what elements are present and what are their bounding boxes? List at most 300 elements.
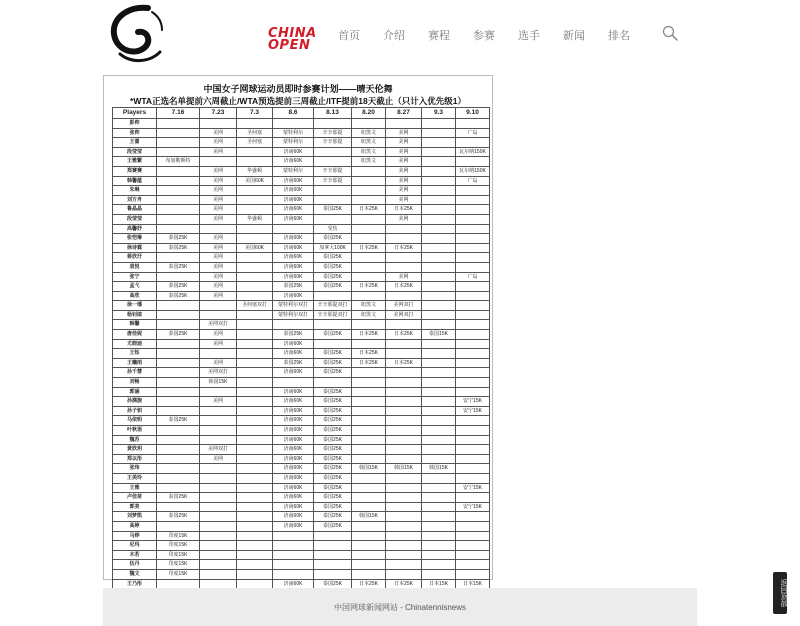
table-cell xyxy=(200,569,237,579)
player-name-cell: 鲁晶晶 xyxy=(113,205,157,215)
logo-line-2: OPEN xyxy=(268,38,311,53)
player-name-cell: 杨钊煊 xyxy=(113,310,157,320)
nav-item-news[interactable]: 新闻 xyxy=(563,30,585,42)
table-cell: 美网 xyxy=(386,272,422,282)
table-cell xyxy=(273,224,314,234)
table-cell xyxy=(422,493,456,503)
table-cell xyxy=(422,483,456,493)
table-cell: 日本15K xyxy=(422,579,456,589)
table-cell: 济南60K xyxy=(273,272,314,282)
table-cell: 美网 xyxy=(200,397,237,407)
table-cell xyxy=(422,147,456,157)
table-cell xyxy=(422,291,456,301)
table-cell xyxy=(273,119,314,129)
table-cell xyxy=(456,224,490,234)
column-header: 9.3 xyxy=(422,108,456,119)
table-cell xyxy=(352,531,386,541)
table-row xyxy=(113,195,490,205)
table-cell: 安宁15K xyxy=(456,397,490,407)
table-cell xyxy=(157,445,200,455)
table-cell: 韩国15K xyxy=(352,464,386,474)
table-cell xyxy=(157,464,200,474)
table-cell: 美网双打 xyxy=(386,310,422,320)
table-cell xyxy=(157,502,200,512)
table-cell xyxy=(314,569,352,579)
table-cell xyxy=(157,368,200,378)
table-row xyxy=(113,378,490,388)
table-cell xyxy=(157,473,200,483)
table-cell xyxy=(422,253,456,263)
table-cell xyxy=(157,406,200,416)
table-cell: 日本25K xyxy=(386,330,422,340)
table-cell xyxy=(352,253,386,263)
table-cell xyxy=(422,243,456,253)
table-cell xyxy=(352,320,386,330)
table-cell xyxy=(237,473,273,483)
table-cell xyxy=(456,387,490,397)
table-cell: 蒙特利尔 xyxy=(273,138,314,148)
table-cell: 美网 xyxy=(386,186,422,196)
table-cell xyxy=(422,272,456,282)
table-cell xyxy=(352,426,386,436)
table-cell xyxy=(314,550,352,560)
table-cell: 辛辛那提 xyxy=(314,138,352,148)
table-cell xyxy=(456,521,490,531)
table-cell xyxy=(273,378,314,388)
table-cell xyxy=(157,195,200,205)
table-cell xyxy=(352,176,386,186)
table-cell: 济南60K xyxy=(273,243,314,253)
table-cell xyxy=(352,493,386,503)
table-cell xyxy=(157,454,200,464)
table-cell: 泰国25K xyxy=(314,358,352,368)
table-cell xyxy=(422,166,456,176)
table-cell: 济南60K xyxy=(273,579,314,589)
player-name-cell: 伍丹 xyxy=(113,560,157,570)
table-cell xyxy=(273,550,314,560)
table-cell xyxy=(157,378,200,388)
table-cell xyxy=(157,358,200,368)
player-name-cell: 郭美 xyxy=(113,502,157,512)
table-cell: 韩国15K xyxy=(352,512,386,522)
table-cell xyxy=(237,272,273,282)
player-name-cell: 袁悦 xyxy=(113,262,157,272)
table-cell: 广岛 xyxy=(456,176,490,186)
table-cell: 日本25K xyxy=(352,358,386,368)
table-cell: 泰国25K xyxy=(314,406,352,416)
table-cell xyxy=(273,541,314,551)
table-cell: 济南60K xyxy=(273,349,314,359)
table-cell xyxy=(456,157,490,167)
table-cell: 泰国25K xyxy=(157,243,200,253)
table-cell: 美网 xyxy=(386,166,422,176)
table-row xyxy=(113,521,490,531)
table-cell xyxy=(386,262,422,272)
table-cell xyxy=(200,483,237,493)
table-cell xyxy=(237,147,273,157)
table-cell xyxy=(237,186,273,196)
table-cell xyxy=(157,483,200,493)
player-name-cell: 王美玲 xyxy=(113,473,157,483)
table-cell xyxy=(422,157,456,167)
table-cell xyxy=(386,483,422,493)
table-cell xyxy=(237,119,273,129)
table-cell xyxy=(157,138,200,148)
table-cell xyxy=(422,531,456,541)
table-cell xyxy=(237,195,273,205)
table-cell xyxy=(386,253,422,263)
player-name-cell: 张恺琳 xyxy=(113,234,157,244)
table-cell xyxy=(237,493,273,503)
table-cell xyxy=(237,157,273,167)
table-cell xyxy=(237,502,273,512)
table-cell xyxy=(237,234,273,244)
table-cell xyxy=(237,368,273,378)
table-cell: 美网 xyxy=(200,138,237,148)
table-row xyxy=(113,157,490,167)
table-cell xyxy=(352,339,386,349)
table-cell: 蒙特利尔 xyxy=(273,128,314,138)
table-cell xyxy=(157,128,200,138)
table-cell xyxy=(314,119,352,129)
china-open-logo[interactable] xyxy=(108,4,317,66)
table-cell xyxy=(200,531,237,541)
table-cell xyxy=(314,195,352,205)
table-cell xyxy=(157,214,200,224)
table-cell: 济南60K xyxy=(273,483,314,493)
table-cell xyxy=(200,550,237,560)
table-cell: 辛辛那提双打 xyxy=(314,301,352,311)
table-cell: 美网 xyxy=(200,291,237,301)
table-row xyxy=(113,224,490,234)
player-name-cell: 黄欣玥 xyxy=(113,445,157,455)
table-row xyxy=(113,320,490,330)
table-cell xyxy=(352,119,386,129)
table-cell: 美网 xyxy=(200,358,237,368)
player-name-cell: 张帅 xyxy=(113,128,157,138)
player-name-cell: 段莹莹 xyxy=(113,214,157,224)
table-cell xyxy=(157,166,200,176)
table-cell xyxy=(456,368,490,378)
table-cell: 泰国25K xyxy=(314,445,352,455)
table-cell xyxy=(237,205,273,215)
table-cell xyxy=(237,320,273,330)
table-cell: 济南60K xyxy=(273,176,314,186)
table-cell: 美国60K xyxy=(237,243,273,253)
nav-item-players[interactable]: 选手 xyxy=(518,30,540,42)
table-cell xyxy=(386,224,422,234)
table-cell: 纽黑文 xyxy=(352,138,386,148)
player-name-cell: 韩馨 xyxy=(113,320,157,330)
table-cell: 泰国25K xyxy=(157,282,200,292)
table-row xyxy=(113,358,490,368)
table-cell xyxy=(157,186,200,196)
table-cell xyxy=(352,291,386,301)
table-cell xyxy=(237,541,273,551)
player-name-cell: 刘梦凯 xyxy=(113,512,157,522)
table-cell xyxy=(386,320,422,330)
table-cell xyxy=(456,416,490,426)
table-cell xyxy=(237,330,273,340)
table-cell: 美国60K xyxy=(237,176,273,186)
table-cell: 泰国25K xyxy=(273,330,314,340)
table-cell: 美网 xyxy=(200,282,237,292)
table-cell: 美网 xyxy=(200,253,237,263)
table-cell: 日本25K xyxy=(352,349,386,359)
table-cell: 广岛 xyxy=(456,272,490,282)
table-cell: 济南60K xyxy=(273,397,314,407)
table-cell: 美网 xyxy=(386,138,422,148)
table-cell: 印度15K xyxy=(157,560,200,570)
table-cell xyxy=(422,454,456,464)
table-cell: 安宁15K xyxy=(456,483,490,493)
table-cell xyxy=(422,560,456,570)
table-row xyxy=(113,445,490,455)
table-cell xyxy=(352,262,386,272)
table-cell xyxy=(456,512,490,522)
table-cell: 美网 xyxy=(200,195,237,205)
table-cell: 济南60K xyxy=(273,291,314,301)
table-cell xyxy=(200,512,237,522)
table-cell xyxy=(157,176,200,186)
table-row xyxy=(113,531,490,541)
table-cell: 瓦尔纳150K xyxy=(456,166,490,176)
table-cell: 日本25K xyxy=(352,330,386,340)
table-row xyxy=(113,483,490,493)
table-cell xyxy=(237,426,273,436)
table-cell xyxy=(237,262,273,272)
table-cell xyxy=(422,234,456,244)
column-header: 7.16 xyxy=(157,108,200,119)
table-cell xyxy=(314,147,352,157)
table-cell xyxy=(386,339,422,349)
table-row xyxy=(113,330,490,340)
table-cell xyxy=(237,291,273,301)
player-name-cell: 王蔷 xyxy=(113,138,157,148)
table-cell xyxy=(157,147,200,157)
table-cell xyxy=(456,186,490,196)
table-cell: 泰国25K xyxy=(314,253,352,263)
table-cell: 泰国25K xyxy=(314,512,352,522)
table-cell xyxy=(237,416,273,426)
table-row xyxy=(113,368,490,378)
table-cell: 辛辛那提 xyxy=(314,176,352,186)
player-name-cell: 王雅繁 xyxy=(113,157,157,167)
table-cell: 纽黑文 xyxy=(352,310,386,320)
table-cell: 韩国15K xyxy=(422,464,456,474)
table-cell xyxy=(422,349,456,359)
nav-item-schedule[interactable]: 赛程 xyxy=(428,30,450,42)
table-cell: 泰国25K xyxy=(314,464,352,474)
table-cell xyxy=(314,291,352,301)
nav-item-home[interactable]: 首页 xyxy=(338,30,360,42)
table-cell: 美网 xyxy=(386,176,422,186)
table-row xyxy=(113,550,490,560)
table-cell xyxy=(386,541,422,551)
table-cell: 泰国25K xyxy=(314,234,352,244)
table-cell: 泰国25K xyxy=(314,493,352,503)
table-cell xyxy=(422,339,456,349)
table-cell: 纽黑文 xyxy=(352,157,386,167)
table-cell: 美网双打 xyxy=(200,368,237,378)
column-header: 8.27 xyxy=(386,108,422,119)
table-cell xyxy=(200,464,237,474)
table-row xyxy=(113,147,490,157)
table-cell xyxy=(386,435,422,445)
table-cell xyxy=(352,195,386,205)
table-cell xyxy=(456,330,490,340)
player-name-cell: 刘方舟 xyxy=(113,195,157,205)
table-cell xyxy=(386,560,422,570)
table-row xyxy=(113,166,490,176)
table-cell xyxy=(386,416,422,426)
table-cell: 美网 xyxy=(200,128,237,138)
table-cell: 济南60K xyxy=(273,473,314,483)
table-cell xyxy=(422,176,456,186)
table-cell xyxy=(200,406,237,416)
table-cell xyxy=(422,445,456,455)
table-cell xyxy=(200,560,237,570)
nav-item-entry[interactable]: 参赛 xyxy=(473,30,495,42)
table-cell xyxy=(422,186,456,196)
player-name-cell: 马烨 xyxy=(113,531,157,541)
table-cell xyxy=(456,291,490,301)
table-cell: 济南60K xyxy=(273,445,314,455)
table-cell xyxy=(200,224,237,234)
table-cell: 泰国25K xyxy=(314,483,352,493)
player-name-cell: 孙千慧 xyxy=(113,368,157,378)
table-cell xyxy=(422,426,456,436)
table-cell: 日本25K xyxy=(352,205,386,215)
table-cell xyxy=(157,320,200,330)
search-icon[interactable] xyxy=(662,25,678,41)
table-row xyxy=(113,464,490,474)
table-cell: 辛辛那提双打 xyxy=(314,310,352,320)
table-cell xyxy=(157,253,200,263)
table-cell: 济南60K xyxy=(273,234,314,244)
table-row xyxy=(113,205,490,215)
table-cell xyxy=(157,301,200,311)
table-row xyxy=(113,397,490,407)
player-name-cell: 刘畅 xyxy=(113,378,157,388)
table-cell: 印度15K xyxy=(157,531,200,541)
player-name-cell: 叶秋语 xyxy=(113,426,157,436)
table-cell xyxy=(237,483,273,493)
table-row xyxy=(113,493,490,503)
table-cell xyxy=(422,119,456,129)
schedule-header-row xyxy=(113,108,490,119)
table-row xyxy=(113,349,490,359)
player-name-cell: 高欣 xyxy=(113,291,157,301)
table-cell xyxy=(314,378,352,388)
player-name-cell: 徐诗霖 xyxy=(113,243,157,253)
table-cell xyxy=(456,493,490,503)
table-cell xyxy=(456,560,490,570)
table-cell: 美网 xyxy=(200,166,237,176)
table-cell xyxy=(386,119,422,129)
table-cell xyxy=(352,387,386,397)
table-cell xyxy=(422,320,456,330)
table-cell xyxy=(352,234,386,244)
player-name-cell: 魏苏 xyxy=(113,435,157,445)
player-name-cell: 王曦雨 xyxy=(113,358,157,368)
table-cell xyxy=(456,531,490,541)
table-cell: 济南60K xyxy=(273,262,314,272)
table-cell: 济南60K xyxy=(273,426,314,436)
table-cell xyxy=(422,195,456,205)
table-cell xyxy=(237,560,273,570)
table-cell xyxy=(273,560,314,570)
table-cell xyxy=(422,301,456,311)
table-cell: 美网 xyxy=(200,339,237,349)
table-cell xyxy=(422,224,456,234)
table-cell: 韩国15K xyxy=(386,464,422,474)
table-cell: 泰国25K xyxy=(314,502,352,512)
player-name-cell: 王雅 xyxy=(113,483,157,493)
table-cell: 济南60K xyxy=(273,205,314,215)
player-name-cell: 孙旖旎 xyxy=(113,397,157,407)
table-cell: 印度15K xyxy=(157,550,200,560)
table-cell xyxy=(422,541,456,551)
logo-swirl-icon xyxy=(108,4,168,66)
schedule-title: 中国女子网球运动员即时参赛计划——晴天伦舞 xyxy=(203,84,393,94)
player-name-cell: 段莹莹 xyxy=(113,147,157,157)
table-cell: 安宁15K xyxy=(456,502,490,512)
table-cell xyxy=(200,541,237,551)
table-cell: 安宁15K xyxy=(456,406,490,416)
table-row xyxy=(113,234,490,244)
table-row xyxy=(113,301,490,311)
table-cell xyxy=(386,502,422,512)
table-cell xyxy=(237,406,273,416)
table-cell: 泰国25K xyxy=(157,493,200,503)
table-cell: 美网 xyxy=(386,214,422,224)
table-cell: 济南60K xyxy=(273,157,314,167)
player-name-cell: 高婷 xyxy=(113,521,157,531)
nav-item-intro[interactable]: 介绍 xyxy=(383,30,405,42)
table-row xyxy=(113,339,490,349)
table-cell xyxy=(157,387,200,397)
table-cell xyxy=(422,397,456,407)
table-cell: 济南60K xyxy=(273,416,314,426)
table-cell: 美网 xyxy=(200,214,237,224)
table-cell xyxy=(386,397,422,407)
player-name-cell: 徐一璠 xyxy=(113,301,157,311)
table-cell: 布加勒斯特 xyxy=(157,157,200,167)
table-row xyxy=(113,541,490,551)
table-cell xyxy=(456,243,490,253)
table-cell xyxy=(422,387,456,397)
table-cell xyxy=(386,521,422,531)
player-name-cell: 郭涵 xyxy=(113,387,157,397)
table-cell: 济南60K xyxy=(273,406,314,416)
table-row xyxy=(113,473,490,483)
table-cell xyxy=(386,550,422,560)
table-cell xyxy=(352,483,386,493)
table-cell: 纽黑文 xyxy=(352,301,386,311)
table-cell xyxy=(456,426,490,436)
table-cell xyxy=(237,378,273,388)
table-cell xyxy=(314,157,352,167)
table-cell: 泰国25K xyxy=(314,205,352,215)
player-name-cell: 张玮 xyxy=(113,464,157,474)
table-row xyxy=(113,186,490,196)
back-to-top-button[interactable]: 返回顶部 xyxy=(773,572,787,614)
nav-item-ranking[interactable]: 排名 xyxy=(608,30,630,42)
table-cell: 济南60K xyxy=(273,214,314,224)
table-cell xyxy=(314,186,352,196)
table-cell xyxy=(386,426,422,436)
